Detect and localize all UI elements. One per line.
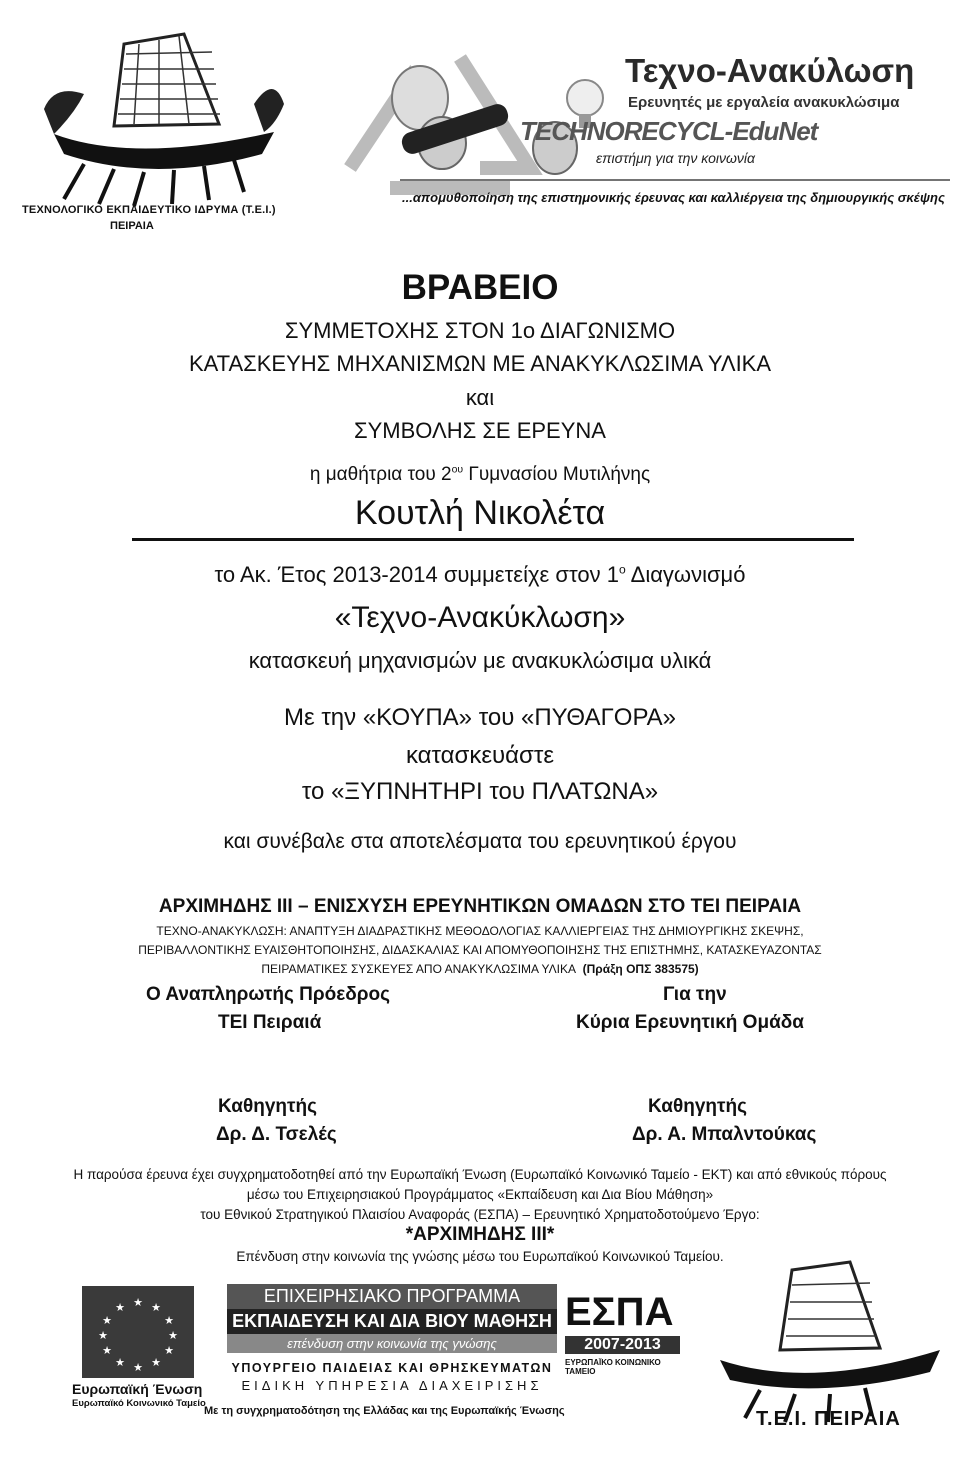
svg-text:★: ★ xyxy=(133,1296,143,1309)
svg-text:★: ★ xyxy=(151,1301,161,1314)
brand-tagline: επιστήμη για την κοινωνία xyxy=(596,150,756,166)
svg-text:★: ★ xyxy=(164,1314,174,1327)
research-project-desc-1: ΤΕΧΝΟ-ΑΝΑΚΥΚΛΩΣΗ: ΑΝΑΠΤΥΞΗ ΔΙΑΔΡΑΣΤΙΚΗΣ ΜΕΘΟΔΟΛΟΓΙΑΣ ΚΑΛΛΙΕΡΓΕΙΑΣ ΤΗΣ ΔΗΜΙΟΥΡΓΙΚΗΣ ΣΚΕΨΗΣ, xyxy=(156,924,804,938)
project-line-2: κατασκευάστε xyxy=(405,742,555,769)
certificate-title: ΒΡΑΒΕΙΟ xyxy=(401,268,559,307)
svg-text:★: ★ xyxy=(102,1314,112,1327)
institution-name: ΤΕΧΝΟΛΟΓΙΚΟ ΕΚΠΑΙΔΕΥΤΙΚΟ ΙΔΡΥΜΑ (Τ.Ε.Ι.) xyxy=(22,204,276,216)
tei-ship-logo xyxy=(14,14,304,234)
funding-project-name: *ΑΡΧΙΜΗΔΗΣ ΙΙΙ* xyxy=(405,1224,555,1245)
student-intro: η μαθήτρια του $2^{o\upsilon}$ Γυμνασίου Μυτιλήνης xyxy=(309,464,651,485)
espa-fund: ΕΥΡΩΠΑΪΚΟ ΚΟΙΝΩΝΙΚΟ ΤΑΜΕΙΟ xyxy=(565,1358,661,1376)
svg-text:★: ★ xyxy=(164,1344,174,1357)
program-title: Τεχνο-Ανακύλωση xyxy=(625,52,915,89)
research-project-desc-2: ΠΕΡΙΒΑΛΛΟΝΤΙΚΗΣ ΕΥΑΙΣΘΗΤΟΠΟΙΗΣΗΣ, ΔΙΔΑΣΚΑΛΙΑΣ ΚΑΙ ΑΠΟΜΥΘΟΠΟΙΗΣΗΣ ΤΗΣ ΕΠΙΣΤΗΜΗΣ, ΚΑΤΑΣΚΕΥΑΖΟΝΤΑΣ xyxy=(138,943,822,957)
research-project-desc-3: ΠΕΙΡΑΜΑΤΙΚΕΣ ΣΥΣΚΕΥΕΣ ΑΠΟ ΑΝΑΚΥΚΛΩΣΙΜΑ ΥΛΙΚΑ (Πράξη ΟΠΣ 383575) xyxy=(261,962,699,976)
svg-text:★: ★ xyxy=(102,1344,112,1357)
tei-label: Τ.Ε.Ι. ΠΕΙΡΑΙΑ xyxy=(756,1408,901,1430)
research-project-title: ΑΡΧΙΜΗΔΗΣ ΙΙΙ – ΕΝΙΣΧΥΣΗ ΕΡΕΥΝΗΤΙΚΩΝ ΟΜΑΔΩΝ ΣΤΟ ΤΕΙ ΠΕΙΡΑΙΑ xyxy=(158,896,802,917)
brand-name: TECHNORECYCL-EduNet xyxy=(520,116,818,146)
svg-text:★: ★ xyxy=(115,1356,125,1369)
competition-name: «Τεχνο-Ανακύκλωση» xyxy=(334,601,626,634)
ministry-line-2: ΕΙΔΙΚΗ ΥΠΗΡΕΣΙΑ ΔΙΑΧΕΙΡΙΣΗΣ xyxy=(241,1378,543,1393)
left-signatory-role: Καθηγητής xyxy=(218,1096,317,1117)
op-line-2: ΕΚΠΑΙΔΕΥΣΗ ΚΑΙ ΔΙΑ ΒΙΟΥ ΜΑΘΗΣΗ xyxy=(227,1309,557,1334)
espa-name: ΕΣΠΑ xyxy=(565,1290,674,1334)
funding-line-1: Η παρούσα έρευνα έχει συγχρηματοδοτηθεί από την Ευρωπαϊκή Ένωση (Ευρωπαϊκό Κοινωνικό Ταμείο - ΕΚΤ) και από εθνικούς πόρους xyxy=(73,1167,887,1182)
svg-text:★: ★ xyxy=(151,1356,161,1369)
operational-programme-logo xyxy=(227,1284,557,1396)
right-signatory-role: Καθηγητής xyxy=(648,1096,747,1117)
eu-name: Ευρωπαϊκή Ένωση xyxy=(72,1381,203,1397)
project-line-3: το «ΞΥΠΝΗΤΗΡΙ του ΠΛΑΤΩΝΑ» xyxy=(301,778,659,805)
funding-line-3: του Εθνικού Στρατηγικού Πλαισίου Αναφοράς (ΕΣΠΑ) – Ερευνητικό Χρηματοδοτούμενο Έργο: xyxy=(200,1207,760,1222)
project-line-1: Με την «ΚΟΥΠΑ» του «ΠΥΘΑΓΟΡΑ» xyxy=(283,704,677,731)
left-signatory-title: Ο Αναπληρωτής Πρόεδρος xyxy=(146,984,391,1005)
right-signatory-org: Κύρια Ερευνητική Ομάδα xyxy=(576,1012,804,1033)
contribution-line: και συνέβαλε στα αποτελέσματα του ερευνητικού έργου xyxy=(223,830,737,853)
certificate-line-2: ΚΑΤΑΣΚΕΥΗΣ ΜΗΧΑΝΙΣΜΩΝ ΜΕ ΑΝΑΚΥΚΛΩΣΙΜΑ ΥΛΙΚΑ xyxy=(188,351,772,376)
left-signatory-org: ΤΕΙ Πειραιά xyxy=(218,1012,322,1033)
op-line-3: επένδυση στην κοινωνία της γνώσης xyxy=(227,1334,557,1353)
student-name: Κουτλή Νικολέτα xyxy=(354,494,606,532)
program-slogan: ...απομυθοποίηση της επιστημονικής έρευνας και καλλιέργεια της δημιουργικής σκέψης xyxy=(402,190,945,205)
competition-description: κατασκευή μηχανισμών με ανακυκλώσιμα υλικά xyxy=(248,648,712,673)
right-signatory-title: Για την xyxy=(663,984,727,1005)
certificate-line-1: ΣΥΜΜΕΤΟΧΗΣ ΣΤΟΝ 1ο ΔΙΑΓΩΝΙΣΜΟ xyxy=(284,318,676,343)
svg-text:★: ★ xyxy=(168,1329,178,1342)
institution-city: ΠΕΙΡΑΙΑ xyxy=(110,220,154,232)
cofunding-note: Με τη συγχρηματοδότηση της Ελλάδας και της Ευρωπαϊκής Ένωσης xyxy=(204,1405,565,1417)
op-line-1: ΕΠΙΧΕΙΡΗΣΙΑΚΟ ΠΡΟΓΡΑΜΜΑ xyxy=(227,1284,557,1309)
name-underline xyxy=(132,538,854,541)
ministry-line-1: ΥΠΟΥΡΓΕΙΟ ΠΑΙΔΕΙΑΣ ΚΑΙ ΘΡΗΣΚΕΥΜΑΤΩΝ xyxy=(231,1361,553,1375)
right-signatory-name: Δρ. Α. Μπαλντούκας xyxy=(632,1124,817,1145)
espa-years: 2007-2013 xyxy=(565,1336,680,1354)
svg-text:★: ★ xyxy=(133,1361,143,1374)
funding-line-2: μέσω του Επιχειρησιακού Προγράμματος «Εκπαίδευση και Δια Βίου Μάθηση» xyxy=(246,1187,714,1202)
funding-line-4: Επένδυση στην κοινωνία της γνώσης μέσω του Ευρωπαϊκού Κοινωνικού Ταμείου. xyxy=(236,1249,724,1264)
espa-logo xyxy=(565,1290,680,1376)
program-subtitle: Ερευνητές με εργαλεία ανακυκλώσιμα xyxy=(628,94,900,111)
participation-line: το Ακ. Έτος 2013-2014 συμμετείχε στον $1^o$ Διαγωνισμό xyxy=(214,562,746,587)
left-signatory-name: Δρ. Δ. Τσελές xyxy=(216,1124,337,1145)
certificate-line-3: και xyxy=(465,385,495,410)
svg-text:★: ★ xyxy=(98,1329,108,1342)
eu-fund: Ευρωπαϊκό Κοινωνικό Ταμείο xyxy=(72,1398,206,1409)
svg-text:★: ★ xyxy=(115,1301,125,1314)
certificate-line-4: ΣΥΜΒΟΛΗΣ ΣΕ ΕΡΕΥΝΑ xyxy=(354,418,606,443)
eu-flag xyxy=(82,1286,194,1378)
